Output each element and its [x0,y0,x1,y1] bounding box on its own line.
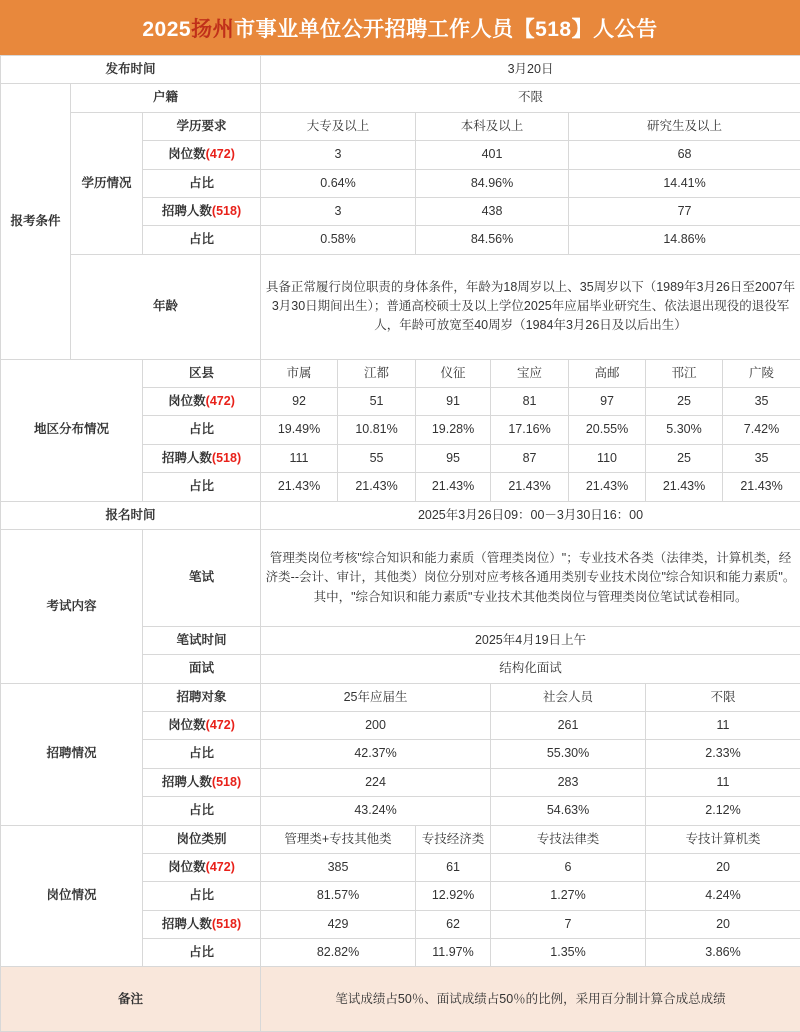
cell-value: 68 [569,141,800,169]
row-label [143,683,261,711]
cell-value: 19.49% [261,416,338,444]
row-label-text: 区县 [189,366,214,380]
positions-col-header: 专技法律类 [491,825,646,853]
remark-value: 笔试成绩占50％、面试成绩占50％的比例，采用百分制计算合成总成绩 [261,967,800,1032]
recruit-col-header: 社会人员 [491,683,646,711]
row-label-count: (518) [212,204,241,218]
region-col-header: 仪征 [416,359,491,387]
row-label [143,444,261,472]
cell-value: 110 [569,444,646,472]
cell-value: 21.43% [569,473,646,501]
cell-value: 42.37% [261,740,491,768]
group-label-apply-conditions: 报考条件 [1,84,71,359]
cell-value: 84.56% [416,226,569,254]
cell-value: 14.86% [569,226,800,254]
positions-col-header: 管理类+专技其他类 [261,825,416,853]
cell-value: 11.97% [416,939,491,967]
row-label-text: 招聘人数 [162,917,212,931]
recruit-col-header: 不限 [646,683,800,711]
row-label-text: 岗位类别 [177,832,227,846]
cell-value: 11 [646,712,800,740]
page-title [142,13,657,43]
cell-value: 438 [416,197,569,225]
education-col-header: 本科及以上 [416,112,569,140]
cell-value: 20 [646,910,800,938]
row-label [143,169,261,197]
row-label-count: (518) [212,917,241,931]
row-label [143,740,261,768]
written-exam-time-value: 2025年4月19日上午 [261,626,800,654]
cell-value: 21.43% [646,473,723,501]
region-col-header: 广陵 [723,359,800,387]
row-label [143,416,261,444]
cell-value: 43.24% [261,797,491,825]
cell-value: 21.43% [338,473,416,501]
title-prefix: 2025 [142,18,191,41]
cell-value: 84.96% [416,169,569,197]
region-col-header: 高邮 [569,359,646,387]
row-label [143,226,261,254]
row-label [143,388,261,416]
cell-value: 224 [261,768,491,796]
remark-label: 备注 [1,967,261,1032]
cell-value: 19.28% [416,416,491,444]
cell-value: 25 [646,444,723,472]
cell-value: 97 [569,388,646,416]
group-label-exam: 考试内容 [1,529,143,683]
cell-value: 6 [491,853,646,881]
cell-value: 200 [261,712,491,740]
cell-value: 429 [261,910,416,938]
table-row-signup [1,501,800,529]
row-label-text: 占比 [189,945,214,959]
table-row-positions-header [1,825,800,853]
cell-value: 77 [569,197,800,225]
cell-value: 4.24% [646,882,800,910]
written-exam-text: 管理类岗位考核"综合知识和能力素质（管理类岗位）"；专业技术各类（法律类，计算机类，经济类--会计、审计，其他类）岗位分别对应考核各通用类别专业技术岗位"综合知识和能力素质"。其中，"综合知识和能力素质"专业技术其他类岗位与管理类岗位笔试试卷相同。 [261,529,800,626]
cell-value: 21.43% [491,473,569,501]
cell-value: 92 [261,388,338,416]
cell-value: 21.43% [416,473,491,501]
cell-value: 95 [416,444,491,472]
cell-value: 62 [416,910,491,938]
row-label [143,910,261,938]
household-value: 不限 [261,84,800,112]
row-label [143,882,261,910]
row-label-text: 招聘人数 [162,451,212,465]
cell-value: 55 [338,444,416,472]
cell-value: 35 [723,444,800,472]
cell-value: 2.33% [646,740,800,768]
row-label-count: (472) [206,718,235,732]
cell-value: 5.30% [646,416,723,444]
row-label [143,768,261,796]
row-label-count: (518) [212,775,241,789]
cell-value: 283 [491,768,646,796]
table-row-region-header [1,359,800,387]
cell-value: 51 [338,388,416,416]
cell-value: 55.30% [491,740,646,768]
education-col-header: 大专及以上 [261,112,416,140]
interview-label: 面试 [143,655,261,683]
row-label [143,197,261,225]
positions-col-header: 专技计算机类 [646,825,800,853]
row-label [143,141,261,169]
interview-value: 结构化面试 [261,655,800,683]
cell-value: 10.81% [338,416,416,444]
title-banner [0,0,800,55]
row-label [143,473,261,501]
row-label [143,853,261,881]
cell-value: 111 [261,444,338,472]
row-label-text: 招聘人数 [162,204,212,218]
cell-value: 1.27% [491,882,646,910]
region-col-header: 市属 [261,359,338,387]
signup-label: 报名时间 [1,501,261,529]
row-label-text: 招聘对象 [177,690,227,704]
row-label-count: (472) [206,394,235,408]
cell-value: 61 [416,853,491,881]
table-row-age [1,254,800,359]
cell-value: 87 [491,444,569,472]
row-label-text: 岗位数 [168,718,206,732]
row-label-text: 岗位数 [168,394,206,408]
row-label-text: 占比 [189,422,214,436]
title-suffix: 市事业单位公开招聘工作人员【518】人公告 [234,18,658,41]
cell-value: 20.55% [569,416,646,444]
row-label-text: 占比 [189,888,214,902]
cell-value: 11 [646,768,800,796]
row-label-text: 占比 [189,479,214,493]
cell-value: 3.86% [646,939,800,967]
title-highlight-city: 扬州 [191,18,234,41]
group-label-education: 学历情况 [71,112,143,254]
cell-value: 3 [261,141,416,169]
row-label [143,825,261,853]
table-row-household [1,84,800,112]
region-col-header: 宝应 [491,359,569,387]
cell-value: 91 [416,388,491,416]
row-label-count: (472) [206,860,235,874]
announcement-table [0,55,800,1032]
cell-value: 17.16% [491,416,569,444]
row-label-text: 占比 [189,232,214,246]
cell-value: 81.57% [261,882,416,910]
group-label-recruit: 招聘情况 [1,683,143,825]
cell-value: 0.58% [261,226,416,254]
age-label: 年龄 [71,254,261,359]
cell-value: 14.41% [569,169,800,197]
age-text: 具备正常履行岗位职责的身体条件，年龄为18周岁以上、35周岁以下（1989年3月26日至2007年3月30日期间出生）；普通高校硕士及以上学位2025年应届毕业研究生、依法退出现役的退役军人，年龄可放宽至40周岁（1984年3月26日及以后出生） [261,254,800,359]
cell-value: 7 [491,910,646,938]
signup-value: 2025年3月26日09：00－3月30日16：00 [261,501,800,529]
row-label [143,939,261,967]
cell-value: 1.35% [491,939,646,967]
cell-value: 21.43% [261,473,338,501]
region-col-header: 邗江 [646,359,723,387]
cell-value: 0.64% [261,169,416,197]
cell-value: 3 [261,197,416,225]
cell-value: 401 [416,141,569,169]
row-label [143,359,261,387]
cell-value: 81 [491,388,569,416]
cell-value: 20 [646,853,800,881]
cell-value: 7.42% [723,416,800,444]
row-label [143,712,261,740]
recruit-col-header: 25年应届生 [261,683,491,711]
row-label-text: 学历要求 [177,119,227,133]
household-label: 户籍 [71,84,261,112]
row-label-text: 岗位数 [168,860,206,874]
cell-value: 35 [723,388,800,416]
cell-value: 54.63% [491,797,646,825]
cell-value: 2.12% [646,797,800,825]
table-row-education-header [1,112,800,140]
table-row-recruit-header [1,683,800,711]
table-row-remark [1,967,800,1032]
table-row-written-exam [1,529,800,626]
publish-label: 发布时间 [1,56,261,84]
row-label-text: 占比 [189,746,214,760]
positions-col-header: 专技经济类 [416,825,491,853]
region-col-header: 江都 [338,359,416,387]
group-label-region: 地区分布情况 [1,359,143,501]
row-label-text: 占比 [189,803,214,817]
cell-value: 261 [491,712,646,740]
written-exam-time-label: 笔试时间 [143,626,261,654]
row-label [143,797,261,825]
cell-value: 12.92% [416,882,491,910]
table-row-publish [1,56,800,84]
cell-value: 82.82% [261,939,416,967]
group-label-positions: 岗位情况 [1,825,143,967]
cell-value: 25 [646,388,723,416]
row-label-text: 占比 [189,176,214,190]
cell-value: 385 [261,853,416,881]
row-label-text: 岗位数 [168,147,206,161]
row-label-text: 招聘人数 [162,775,212,789]
row-label-count: (518) [212,451,241,465]
cell-value: 21.43% [723,473,800,501]
row-label-count: (472) [206,147,235,161]
publish-value: 3月20日 [261,56,800,84]
written-exam-label: 笔试 [143,529,261,626]
row-label [143,112,261,140]
education-col-header: 研究生及以上 [569,112,800,140]
